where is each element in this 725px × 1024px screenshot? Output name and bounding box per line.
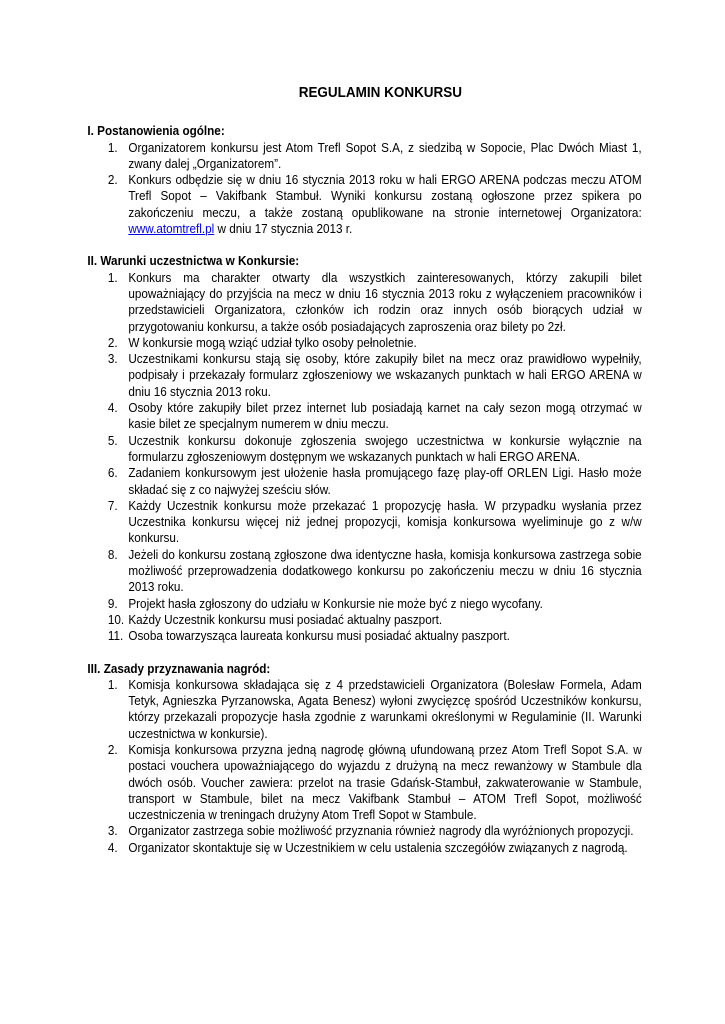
item-number: 2. <box>107 335 118 350</box>
item-text: Każdy Uczestnik konkursu musi posiadać aktualny paszport. <box>128 612 443 627</box>
item-text: Osoby które zakupiły bilet przez internet lub posiadają karnet na cały sezon mogą otrzymać w kasie bilet ze specjalnym numerem w dniu meczu. <box>128 401 642 432</box>
item-number: 8. <box>107 547 118 562</box>
list-item <box>87 840 641 856</box>
item-number: 2. <box>107 742 118 757</box>
item-text: W konkursie mogą wziąć udział tylko osoby pełnoletnie. <box>128 335 417 350</box>
item-text-after-link: w dniu 17 stycznia 2013 r. <box>214 222 353 237</box>
list-item <box>87 140 641 173</box>
item-number: 3. <box>107 824 118 839</box>
item-text: Uczestnik konkursu dokonuje zgłoszenia swojego uczestnictwa w konkursie wyłącznie na formularzu zgłoszeniowym dostępnym we wskazanych punktach w hali ERGO ARENA. <box>128 433 642 464</box>
item-text: Organizator skontaktuje się w Uczestnikiem w celu ustalenia szczegółów związanych z nagrodą. <box>128 840 628 855</box>
sections-container <box>87 123 641 856</box>
item-text: Konkurs ma charakter otwarty dla wszystkich zainteresowanych, którzy zakupili bilet upoważniający do przyjścia na mecz w dniu 16 stycznia 2013 roku z wyłączeniem pracowników i przedstawicieli Organizatora, członków ich rodzin oraz innych osób biorących udział w przygotowaniu konkursu, a także osób posiadających zaproszenia oraz bilety po 2zł. <box>128 270 642 334</box>
section-heading: III. Zasady przyznawania nagród: <box>87 661 271 676</box>
item-number: 9. <box>107 596 118 611</box>
item-text: Każdy Uczestnik konkursu może przekazać 1 propozycję hasła. W przypadku wysłania przez Uczestnika konkursu więcej niż jednej propozycji, komisja konkursowa wyeliminuje go z w/w konkursu. <box>128 498 642 546</box>
item-text: Jeżeli do konkursu zostaną zgłoszone dwa identyczne hasła, komisja konkursowa zastrzega sobie możliwość przeprowadzenia dodatkowego konkursu po zakończeniu meczu w dniu 16 stycznia 2013 roku. <box>128 547 642 595</box>
item-number: 2. <box>107 173 118 188</box>
section-2 <box>87 253 641 644</box>
section-3 <box>87 661 641 857</box>
list-item <box>87 677 641 742</box>
item-number: 1. <box>107 677 118 692</box>
item-number: 7. <box>107 498 118 513</box>
list-item <box>87 498 641 547</box>
item-number: 10. <box>107 612 125 627</box>
list-item <box>87 742 641 823</box>
section-heading: II. Warunki uczestnictwa w Konkursie: <box>87 254 300 269</box>
item-text: Komisja konkursowa przyzna jedną nagrodę główną ufundowaną przez Atom Trefl Sopot S.A. w postaci vouchera upoważniającego do wyjazdu z drużyną na mecz rewanżowy w Stambule dla dwóch osób. Voucher zawiera: przelot na trasie Gdańsk-Stambuł, zakwaterowanie w Stambule, transport w Stambule, bilet na mecz Vakifbank Stambuł – ATOM Trefl Sopot, możliwość uczestniczenia w treningach drużyny Atom Trefl Sopot w Stambule. <box>128 742 642 823</box>
section-1 <box>87 123 641 237</box>
item-text: Konkurs odbędzie się w dniu 16 stycznia 2013 roku w hali ERGO ARENA podczas meczu ATOM Trefl Sopot – Vakifbank Stambuł. Wyniki konkursu zostaną ogłoszone przez spikera po zakończeniu meczu, a także zostaną opublikowane na stronie internetowej Organizatora: <box>128 173 642 220</box>
list-item <box>87 335 641 351</box>
item-number: 11. <box>107 629 124 644</box>
section-list <box>87 270 641 645</box>
list-item <box>87 433 641 466</box>
list-item <box>87 400 641 433</box>
item-text: Komisja konkursowa składająca się z 4 przedstawicieli Organizatora (Bolesław Formela, Adam Tetyk, Agnieszka Pyrzanowska, Agata Benesz) wyłoni zwycięzcę spośród Uczestników konkursu, którzy przekazali propozycje hasła zgodnie z warunkami określonymi w Regulaminie (II. Warunki uczestnictwa w konkursie). <box>128 677 642 741</box>
list-item <box>87 270 641 335</box>
item-text: Zadaniem konkursowym jest ułożenie hasła promującego fazę play-off ORLEN Ligi. Hasło może składać się z co najwyżej sześciu słów. <box>128 466 642 497</box>
section-list <box>87 140 641 238</box>
item-number: 1. <box>107 270 118 285</box>
item-number: 3. <box>107 352 118 367</box>
website-link[interactable]: www.atomtrefl.pl <box>128 222 215 237</box>
document-body <box>87 85 641 872</box>
item-text: Organizator zastrzega sobie możliwość przyznania również nagrody dla wyróżnionych propozycji. <box>128 824 634 839</box>
section-heading: I. Postanowienia ogólne: <box>87 124 225 139</box>
item-text: Projekt hasła zgłoszony do udziału w Konkursie nie może być z niego wycofany. <box>128 596 543 611</box>
section-list <box>87 677 641 856</box>
item-number: 5. <box>107 433 118 448</box>
item-text: Uczestnikami konkursu stają się osoby, które zakupiły bilet na mecz oraz prawidłowo wypełniły, podpisały i przekazały formularz zgłoszeniowy we wskazanych punktach w hali ERGO ARENA w dniu 16 stycznia 2013 roku. <box>128 352 642 399</box>
item-number: 4. <box>107 840 118 855</box>
document-title: REGULAMIN KONKURSU <box>298 85 463 101</box>
item-text: Osoba towarzysząca laureata konkursu musi posiadać aktualny paszport. <box>128 629 510 644</box>
item-number: 1. <box>107 140 118 155</box>
list-item <box>87 612 641 628</box>
item-text: Organizatorem konkursu jest Atom Trefl Sopot S.A, z siedzibą w Sopocie, Plac Dwóch Miast 1, zwany dalej „Organizatorem”. <box>128 140 642 171</box>
list-item <box>87 172 641 237</box>
list-item <box>87 547 641 596</box>
list-item <box>87 351 641 400</box>
item-number: 6. <box>107 466 118 481</box>
list-item <box>87 596 641 612</box>
item-number: 4. <box>107 401 118 416</box>
list-item <box>87 465 641 498</box>
list-item <box>87 628 641 644</box>
list-item <box>87 823 641 839</box>
